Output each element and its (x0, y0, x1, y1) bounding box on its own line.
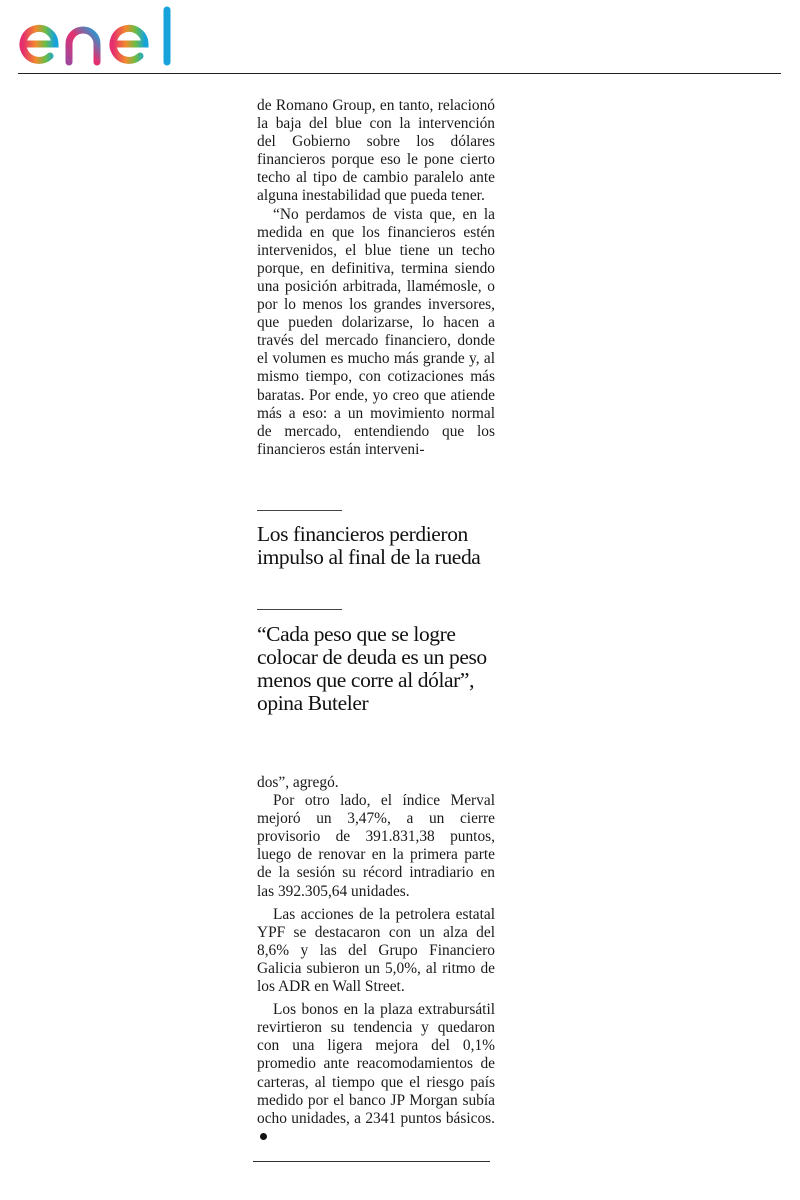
subheading: Los financieros perdieron impulso al final de la rueda (257, 522, 481, 569)
article-paragraph: dos”, agregó. (257, 774, 339, 791)
header-rule (18, 73, 781, 74)
article-paragraph: Por otro lado, el índice Merval mejoró un 3,47%, a un cierre provisorio de 391.831,38 puntos, luego de renovar en la primera parte de la sesión su récord intradiario en las 392.305,64 unidades. (257, 792, 495, 900)
article-paragraph: “No perdamos de vista que, en la medida en que los financieros estén intervenidos, el blue tiene un techo porque, en definitiva, termina siendo una posición arbitrada, llamémosle, o por lo menos los grandes inversores, que pueden dolarizarse, lo hacen a través del mercado financiero, donde el volumen es mucho más grande y, al mismo tiempo, con cotizaciones más baratas. Por ende, yo creo que atiende más a eso: a un movimiento normal de mercado, entendiendo que los financieros están interveni- (257, 205, 495, 458)
footer-rule (253, 1161, 490, 1162)
subheading-rule (257, 510, 342, 511)
pull-quote: “Cada peso que se logre colocar de deuda es un peso menos que corre al dólar”, opina Buteler (257, 622, 487, 715)
article-paragraph: Las acciones de la petrolera estatal YPF se destacaron con un alza del 8,6% y las del Grupo Financiero Galicia subieron un 5,0%, al ritmo de los ADR en Wall Street. (257, 905, 495, 996)
end-of-article-bullet-icon (260, 1133, 267, 1140)
article-paragraph: de Romano Group, en tanto, relacionó la baja del blue con la intervención del Gobierno sobre los dólares financieros porque eso le pone cierto techo al tipo de cambio paralelo ante alguna inestabilidad que pueda tener. (257, 97, 495, 205)
article-body-bottom (257, 774, 495, 1146)
article-paragraph: Los bonos en la plaza extrabursátil revirtieron su tendencia y quedaron con una ligera mejora del 0,1% promedio ante reacomodamientos de carteras, al tiempo que el riesgo país medido por el banco JP Morgan subía ocho unidades, a 2341 puntos básicos. (257, 1001, 495, 1127)
article-paragraph-last (257, 1001, 495, 1146)
pull-quote-rule (257, 609, 342, 610)
enel-logo (17, 4, 182, 68)
article-body-top (257, 97, 495, 459)
